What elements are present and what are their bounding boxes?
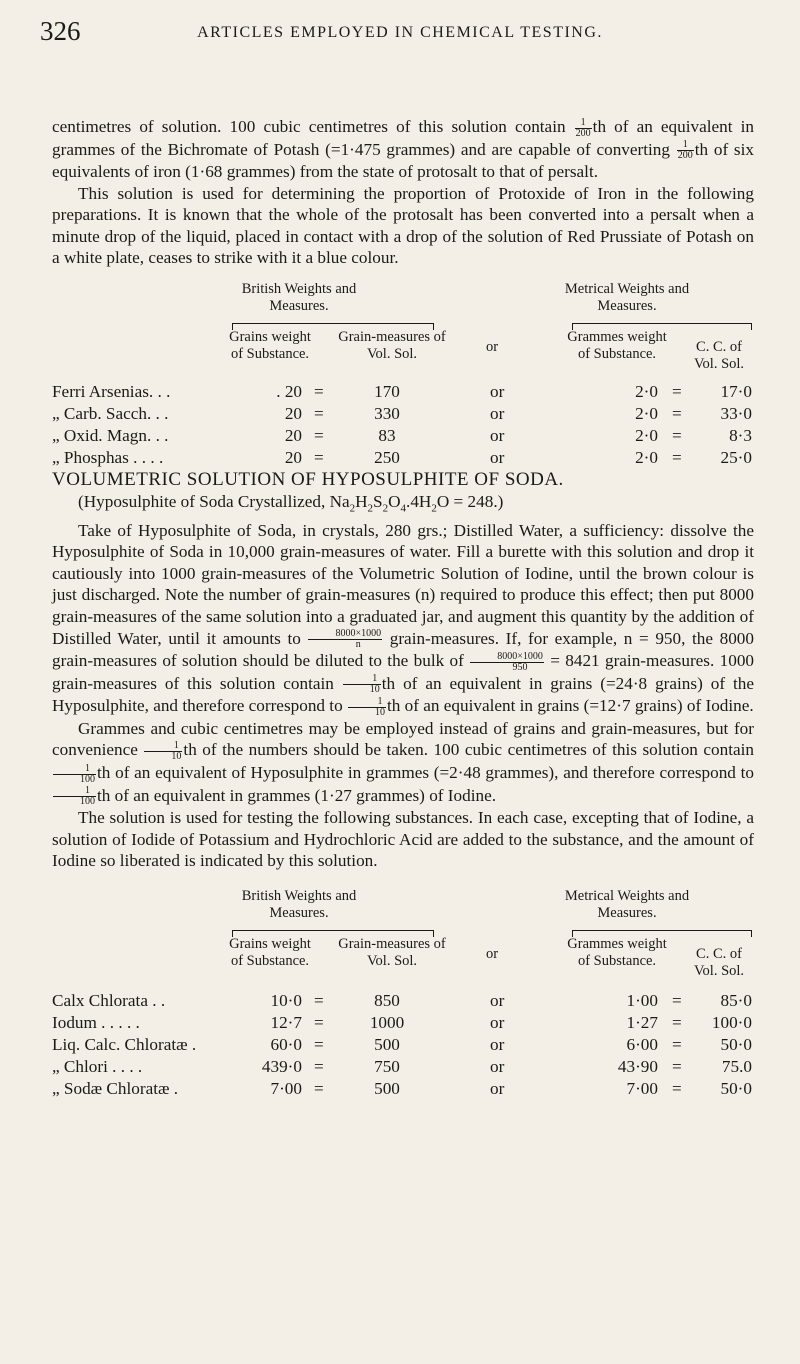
row-cc: 8·3 [729,426,752,446]
equals-sign: = [314,426,324,446]
table1-col-grains: Grains weight of Substance. [229,329,311,363]
table-row [52,1078,754,1100]
row-grain-measures: 83 [378,426,396,446]
fraction-numerator: 1 [144,741,182,752]
equals-sign: = [672,1056,682,1076]
section-heading: VOLUMETRIC SOLUTION OF HYPOSULPHITE OF SODA. [52,469,564,491]
row-grammes: 2·0 [635,426,658,446]
row-grain-measures: 500 [374,1078,400,1098]
equals-sign: = [672,1078,682,1098]
section-paragraph-1 [52,520,754,718]
row-grammes: 1·27 [626,1012,658,1032]
table1-british-header: British Weights and Measures. [241,281,357,315]
fraction [144,741,182,762]
text-run: S [373,491,383,511]
equals-sign: = [314,1078,324,1098]
equals-sign: = [672,426,682,446]
fraction [470,652,544,673]
row-name: Iodum . . . . . [52,1012,140,1032]
row-grammes: 6·00 [626,1034,658,1054]
intro-paragraph-2: This solution is used for determining the proportion of Protoxide of Iron in the following preparations. It is known that the whole of the protosalt has been converted into a persalt when a minute drop of the liquid, placed in contact with a drop of the solution of Red Prussiate of Potash on a white plate, ceases to strike with it a blue colour. [52,183,754,268]
fraction-denominator: 200 [677,150,693,162]
text-run: O [388,491,401,511]
fraction-denominator: 10 [369,684,380,696]
equals-sign: = [672,382,682,402]
fraction-numerator: 1 [575,118,592,129]
page-body [52,116,754,1102]
equals-sign: = [672,1034,682,1054]
text-run: (Hyposulphite of Soda Crystallized, Na [78,491,350,511]
equals-sign: = [314,1056,324,1076]
fraction [677,140,694,161]
table-row [52,403,754,425]
row-cc: 33·0 [720,404,752,424]
running-title: ARTICLES EMPLOYED IN CHEMICAL TESTING. [197,24,603,41]
row-grammes: 7·00 [626,1078,658,1098]
fraction-numerator: 1 [343,674,381,685]
text-run: th of an equivalent in grains (=24·8 grains) of the Hyposulphite, and therefore correspond to [52,673,754,716]
subscript: 2 [367,502,374,515]
row-grains: 60·0 [270,1034,302,1054]
row-grain-measures: 170 [374,382,400,402]
table1-col-cc: C. C. of Vol. Sol. [693,339,745,373]
row-grains: 10·0 [270,990,302,1010]
equals-sign: = [672,990,682,1010]
row-cc: 100·0 [711,1012,752,1032]
table-row [52,1034,754,1056]
text-run: Take of Hyposulphite of Soda, in crystals, 280 grs.; Distilled Water, a sufficiency: dissolve the Hyposulphite of Soda in 10,000 grain-measures of water. Fill a burette with this solution and drop it cautiously into 1000 grain-measures of the Volumetric Solution of Iodine, until the brown colour is just discharged. Note the number of grain-measures (n) required to produce this effect; then put 8000 grain-measures of the same solution into a graduated jar, and augment this quantity by the addition of Distilled Water, until it amounts to [52,520,754,648]
text-run: Grammes and cubic centimetres may be employed instead of grains and grain-measures, but for convenience [52,718,754,760]
row-grain-measures: 1000 [369,1012,405,1032]
text-run: O = 248.) [436,491,504,511]
equals-sign: = [314,404,324,424]
fraction-denominator: 10 [171,750,182,762]
row-name: „ Sodæ Chloratæ . [52,1078,179,1098]
table-row [52,381,754,403]
or-label: or [490,1034,505,1054]
text-run: th of an equivalent of Hyposulphite in grammes (=2·48 grammes), and therefore correspond to [97,762,754,782]
row-name: „ Phosphas . . . . [52,448,164,468]
row-grains: 20 [284,448,302,468]
row-cc: 25·0 [720,448,752,468]
row-name: „ Oxid. Magn. . . [52,426,169,446]
fraction-denominator: 200 [575,127,591,139]
text-run: .4H [406,491,432,511]
table-row [52,990,754,1012]
or-label: or [490,990,505,1010]
running-head [40,16,760,44]
or-label: or [490,448,505,468]
or-label: or [490,404,505,424]
text-run: th of an equivalent in grains (=12·7 grains) of Iodine. [386,696,754,716]
fraction-numerator: 8000×1000 [308,629,382,640]
row-grammes: 43·90 [617,1056,658,1076]
row-grains: 20 [284,404,302,424]
or-label: or [490,1012,505,1032]
row-grain-measures: 850 [374,990,400,1010]
fraction [308,629,382,650]
table2-metrical-header: Metrical Weights and Measures. [564,887,690,921]
row-grains: 7·00 [270,1078,302,1098]
table-row [52,1056,754,1078]
fraction-denominator: 100 [80,796,95,808]
table-iron-preparations [52,281,754,469]
row-name: Calx Chlorata . . [52,990,166,1010]
text-run: grain-measures. If, for example, n = 950, the 8000 grain-measures of solution should be diluted to the bulk of [52,628,754,671]
row-grain-measures: 750 [374,1056,400,1076]
section-paragraph-3: The solution is used for testing the following substances. In each case, excepting that of Iodine, a solution of Iodide of Potassium and Hydrochloric Acid are added to the substance, and the amount of Iodine so liberated is indicated by this solution. [52,808,754,871]
text-run: th of an equivalent in grammes of the Bichromate of Potash (=1·475 grammes) and are capable of converting [52,117,754,159]
table-row [52,425,754,447]
row-grammes: 2·0 [635,382,658,402]
fraction [343,674,381,695]
fraction-denominator: 10 [374,706,385,718]
row-name: „ Carb. Sacch. . . [52,404,169,424]
or-label: or [490,1078,505,1098]
table1-col-grain-measures: Grain-measures of Vol. Sol. [338,329,446,363]
table1-col-grammes: Grammes weight of Substance. [567,329,667,363]
table2-col-or: or [485,945,499,962]
table1-col-or: or [485,339,499,356]
subscript: 2 [382,502,389,515]
row-grain-measures: 250 [374,448,400,468]
section-formula [52,491,754,520]
fraction-denominator: 950 [512,661,528,673]
table-row [52,1012,754,1034]
fraction-numerator: 1 [677,140,694,151]
equals-sign: = [672,448,682,468]
text-run: = 8421 grain-measures. 1000 grain-measures of this solution contain [52,651,755,693]
subscript: 2 [431,502,437,515]
text-run: th of the numbers should be taken. 100 cubic centimetres of this solution contain [183,740,754,760]
row-grammes: 2·0 [635,404,658,424]
equals-sign: = [314,1012,324,1032]
fraction-numerator: 1 [53,764,96,775]
row-name: Liq. Calc. Chloratæ . [52,1034,197,1054]
table1-metrical-header: Metrical Weights and Measures. [564,281,690,315]
fraction [53,764,96,785]
fraction [575,118,592,139]
row-name: „ Chlori . . . . [52,1056,143,1076]
fraction-denominator: n [355,639,361,651]
row-cc: 17·0 [720,382,752,402]
text-run: centimetres of solution. 100 cubic centimetres of this solution contain [52,117,574,136]
row-grain-measures: 330 [374,404,400,424]
equals-sign: = [314,448,324,468]
equals-sign: = [672,1012,682,1032]
row-grains: 20 [284,426,302,446]
row-cc: 85·0 [720,990,752,1010]
table2-col-grammes: Grammes weight of Substance. [567,935,667,969]
row-cc: 75.0 [721,1056,752,1076]
table2-col-cc: C. C. of Vol. Sol. [693,945,745,979]
text-run: H [355,491,368,511]
table2-british-header: British Weights and Measures. [241,887,357,921]
row-cc: 50·0 [720,1034,752,1054]
table2-col-grain-measures: Grain-measures of Vol. Sol. [338,935,446,969]
table-row [52,447,754,469]
fraction [348,697,386,718]
text-run: th of an equivalent in grammes (1·27 grammes) of Iodine. [97,785,497,805]
subscript: 4 [400,502,407,515]
row-name: Ferri Arsenias. . . [52,382,171,402]
fraction-numerator: 1 [53,786,96,797]
equals-sign: = [314,382,324,402]
row-grains: 12·7 [270,1012,302,1032]
subscript: 2 [349,502,356,515]
text-run: th of six equivalents of iron (1·68 grammes) from the state of protosalt to that of persalt. [52,139,754,182]
or-label: or [490,382,505,402]
table2-col-grains: Grains weight of Substance. [229,935,311,969]
fraction-numerator: 1 [348,697,386,708]
equals-sign: = [672,404,682,424]
equals-sign: = [314,1034,324,1054]
row-grains: . 20 [276,382,302,402]
row-grain-measures: 500 [374,1034,400,1054]
fraction-numerator: 8000×1000 [470,652,544,663]
table-iodine-tests [52,888,754,1102]
page-number: 326 [40,16,81,46]
row-grains: 439·0 [261,1056,302,1076]
equals-sign: = [314,990,324,1010]
fraction-denominator: 100 [80,773,95,785]
row-cc: 50·0 [720,1078,752,1098]
or-label: or [490,426,505,446]
row-grammes: 1·00 [626,990,658,1010]
intro-paragraph-1 [52,116,754,183]
section-paragraph-2 [52,718,754,807]
fraction [53,786,96,807]
or-label: or [490,1056,505,1076]
row-grammes: 2·0 [635,448,658,468]
